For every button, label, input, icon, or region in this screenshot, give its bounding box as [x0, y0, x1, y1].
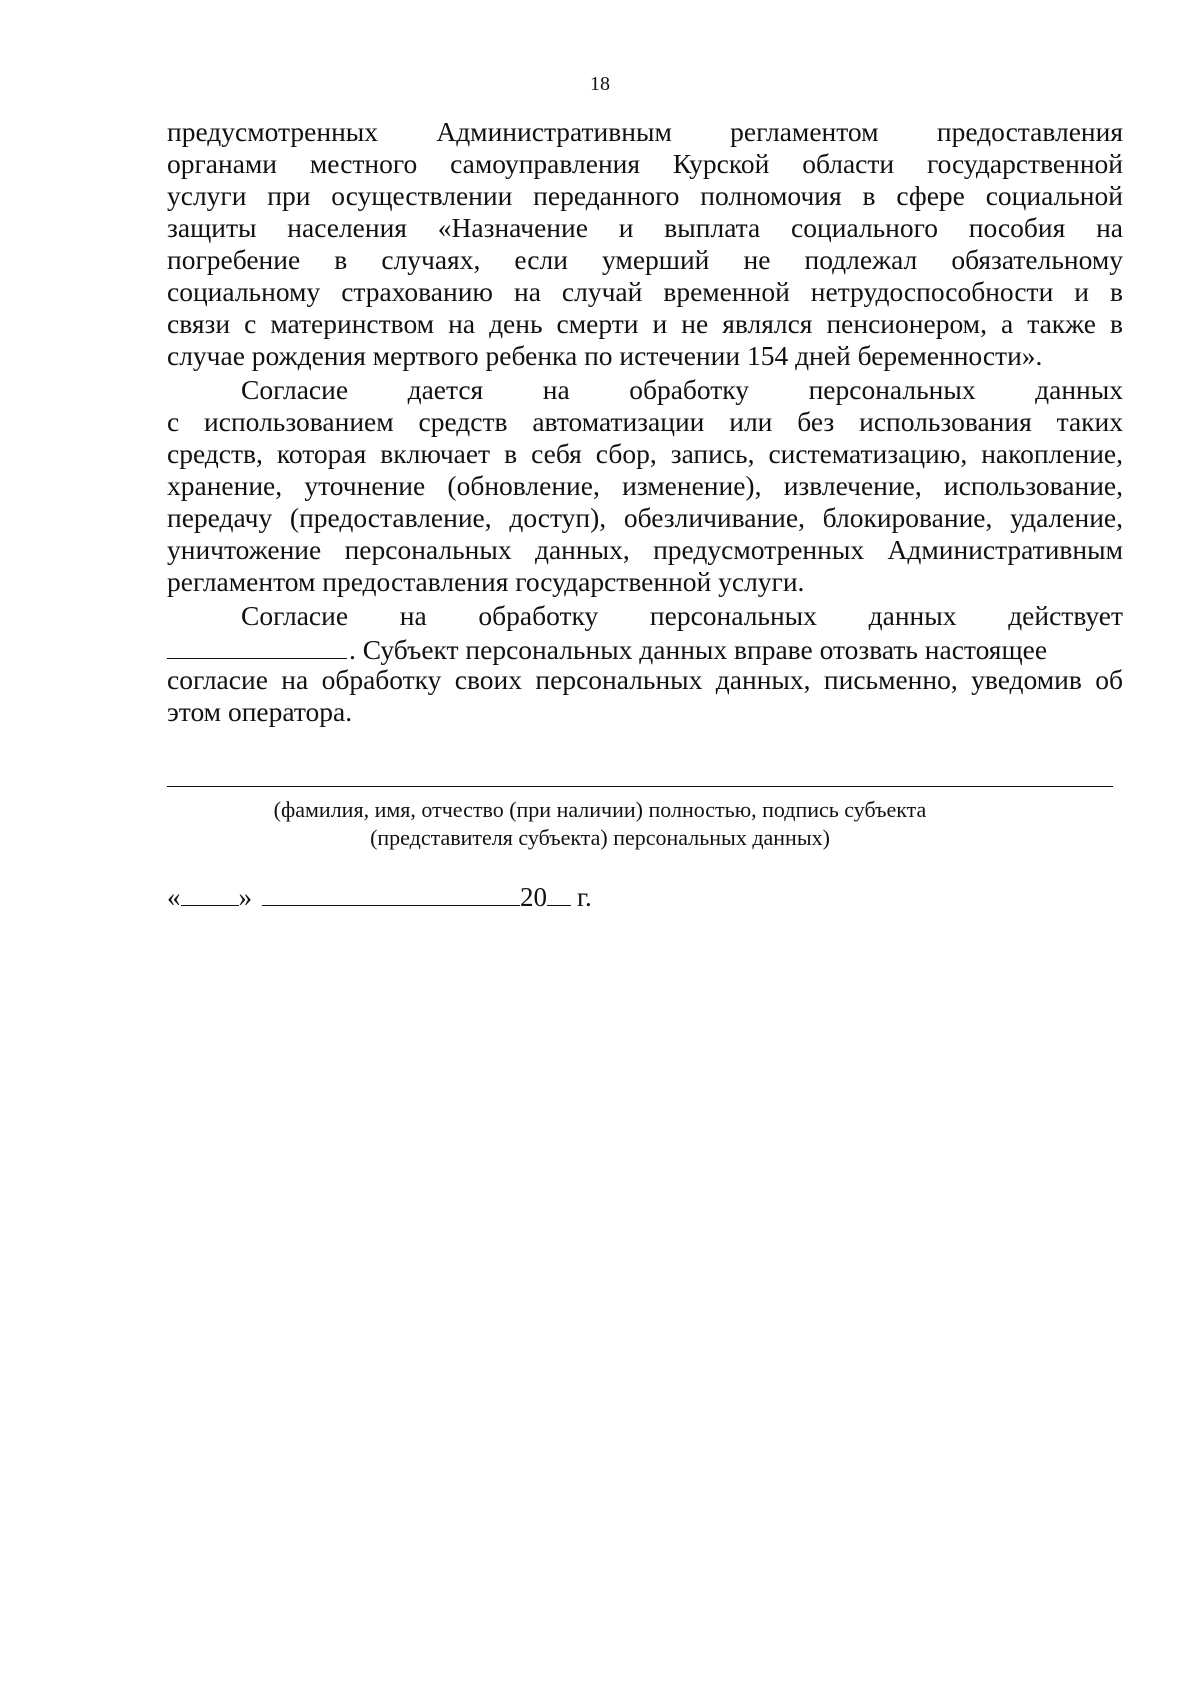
- text-line: органами местного самоуправления Курской области государственной: [167, 148, 1123, 179]
- signature-caption-line-2: (представителя субъекта) персональных данных): [370, 825, 830, 850]
- text-line: социальному страхованию на случай временной нетрудоспособности и в: [167, 276, 1123, 307]
- text-line: с использованием средств автоматизации или без использования таких: [167, 406, 1123, 437]
- text-line: Согласие на обработку персональных данных действует: [241, 600, 1123, 631]
- text-line: регламентом предоставления государственной услуги.: [167, 566, 805, 597]
- text-line: защиты населения «Назначение и выплата социального пособия на: [167, 212, 1123, 243]
- text-line: хранение, уточнение (обновление, изменение), извлечение, использование,: [167, 470, 1123, 501]
- text-line: случае рождения мертвого ребенка по истечении 154 дней беременности».: [167, 340, 1043, 371]
- open-quote: «: [167, 882, 181, 912]
- text-line-with-blank: [167, 632, 1123, 664]
- month-blank-field[interactable]: [262, 881, 520, 906]
- text-line: предусмотренных Административным регламентом предоставления: [167, 116, 1123, 147]
- page-number: 18: [590, 73, 610, 95]
- text-line: этом оператора.: [167, 696, 353, 727]
- year-blank-field[interactable]: [547, 881, 571, 906]
- close-quote: »: [238, 882, 252, 912]
- signature-caption-line-1: (фамилия, имя, отчество (при наличии) полностью, подпись субъекта: [273, 797, 927, 822]
- text-line: погребение в случаях, если умерший не подлежал обязательному: [167, 244, 1123, 275]
- text-line: связи с материнством на день смерти и не являлся пенсионером, а также в: [167, 308, 1123, 339]
- text-line: услуги при осуществлении переданного полномочия в сфере социальной: [167, 180, 1123, 211]
- term-blank-field[interactable]: [167, 632, 347, 659]
- text-line: Согласие дается на обработку персональных данных: [241, 374, 1123, 405]
- day-blank-field[interactable]: [181, 881, 239, 906]
- date-field: [167, 880, 592, 914]
- text-line: средств, которая включает в себя сбор, запись, систематизацию, накопление,: [167, 438, 1123, 469]
- text-line: уничтожение персональных данных, предусмотренных Административным: [167, 534, 1123, 565]
- text-line: передачу (предоставление, доступ), обезличивание, блокирование, удаление,: [167, 502, 1123, 533]
- signature-line[interactable]: [167, 786, 1113, 787]
- text-line: согласие на обработку своих персональных данных, письменно, уведомив об: [167, 664, 1123, 695]
- year-suffix: г.: [577, 882, 592, 912]
- year-prefix: 20: [520, 882, 547, 912]
- text-fragment: . Субъект персональных данных вправе отозвать настоящее: [349, 634, 1048, 665]
